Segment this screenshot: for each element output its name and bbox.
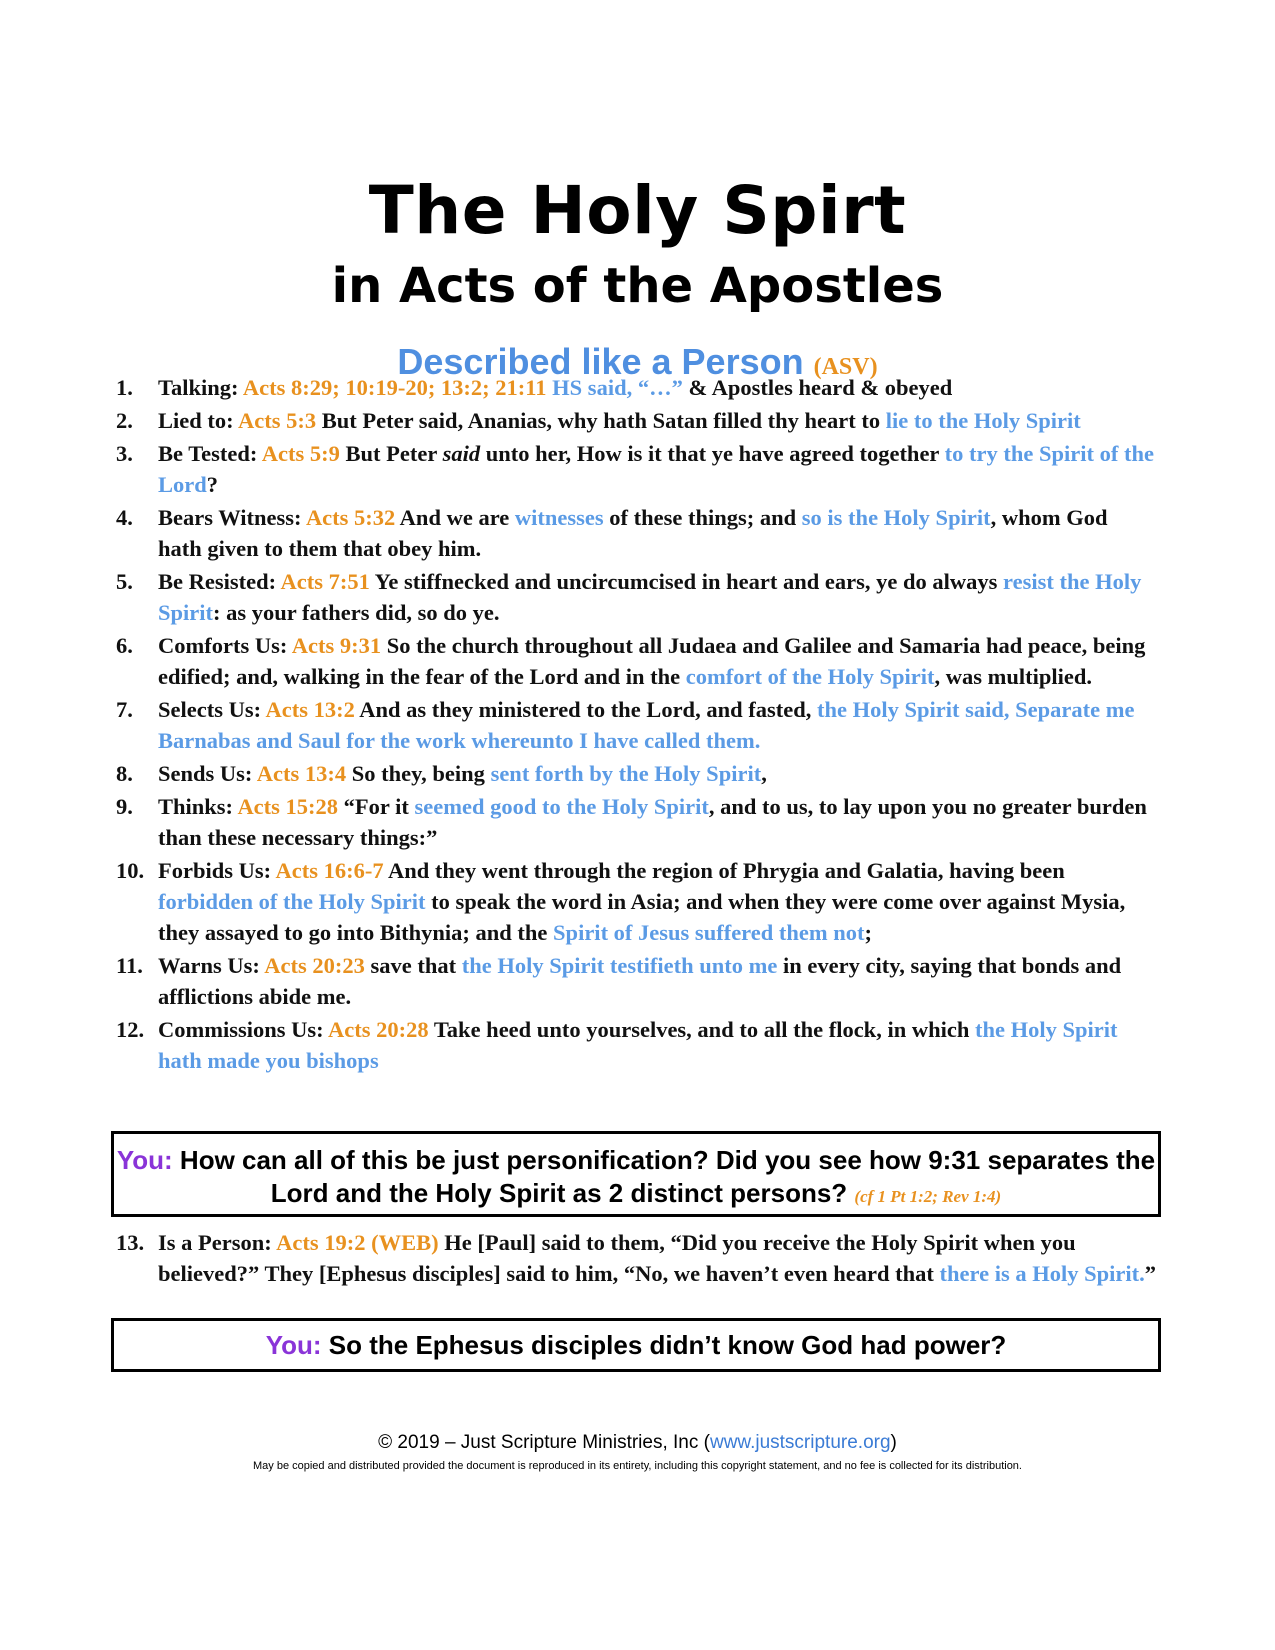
list-item bbox=[116, 566, 1156, 628]
highlighted-phrase: to try the Spirit of the Lord bbox=[158, 441, 1154, 497]
copyright-close: ) bbox=[890, 1432, 897, 1453]
question-callout-1 bbox=[111, 1131, 1161, 1217]
verse-text: Forbids Us: bbox=[158, 858, 276, 883]
scripture-reference: Acts 5:9 bbox=[261, 441, 340, 466]
item-text bbox=[158, 694, 1156, 756]
attributes-list bbox=[116, 372, 1156, 1078]
item-number: 2. bbox=[116, 408, 133, 433]
verse-text: ” bbox=[1144, 1261, 1156, 1286]
list-item bbox=[116, 1014, 1156, 1076]
verse-text: And we are bbox=[395, 505, 515, 530]
list-item bbox=[116, 758, 1156, 789]
you-label: You: bbox=[116, 1145, 173, 1175]
document-subtitle: in Acts of the Apostles bbox=[331, 258, 944, 314]
version-label: (ASV) bbox=[813, 354, 878, 380]
verse-text: Comforts Us: bbox=[158, 633, 292, 658]
item-text bbox=[158, 855, 1156, 948]
list-item bbox=[116, 502, 1156, 564]
item-number: 13. bbox=[116, 1230, 145, 1255]
scripture-reference: Acts 8:29; 10:19-20; 13:2; 21:11 bbox=[242, 375, 547, 400]
scripture-reference: Acts 20:28 bbox=[328, 1017, 429, 1042]
highlighted-phrase: so is the Holy Spirit bbox=[801, 505, 991, 530]
list-item bbox=[116, 630, 1156, 692]
item-number: 10. bbox=[116, 858, 145, 883]
list-item bbox=[116, 372, 1156, 403]
callout-question-text: So the Ephesus disciples didn’t know God had power? bbox=[321, 1330, 1007, 1360]
list-item bbox=[116, 694, 1156, 756]
verse-text: Selects Us: bbox=[158, 697, 266, 722]
item-number: 12. bbox=[116, 1017, 145, 1042]
verse-text: , bbox=[761, 761, 767, 786]
list-item bbox=[116, 855, 1156, 948]
item-text bbox=[158, 630, 1156, 692]
verse-text: “For it bbox=[338, 794, 415, 819]
scripture-reference: Acts 5:32 bbox=[305, 505, 396, 530]
scripture-reference: Acts 13:4 bbox=[256, 761, 347, 786]
verse-text: But Peter said, Ananias, why hath Satan filled thy heart to bbox=[316, 408, 886, 433]
verse-text: Be Tested: bbox=[158, 441, 262, 466]
verse-text: ? bbox=[206, 472, 219, 497]
verse-text: , whom God hath given to them that obey him. bbox=[158, 505, 1108, 561]
item-text bbox=[158, 1014, 1156, 1076]
highlighted-phrase: forbidden of the Holy Spirit bbox=[158, 889, 426, 914]
verse-text: of these things; and bbox=[603, 505, 802, 530]
list-item bbox=[116, 950, 1156, 1012]
section-heading-text: Described like a Person bbox=[397, 341, 804, 382]
item-number: 7. bbox=[116, 697, 133, 722]
highlighted-phrase: sent forth by the Holy Spirit bbox=[490, 761, 762, 786]
item-number: 8. bbox=[116, 761, 133, 786]
scripture-reference: Acts 5:3 bbox=[238, 408, 317, 433]
item-text bbox=[158, 950, 1156, 1012]
callout-question-text: How can all of this be just personification? Did you see how 9:31 separates the Lord and the Holy Spirit as 2 distinct persons? bbox=[172, 1145, 1156, 1208]
website-link[interactable]: www.justscripture.org bbox=[709, 1432, 891, 1453]
list-item bbox=[116, 1227, 1156, 1289]
copyright-line bbox=[0, 1432, 1275, 1454]
item-number: 6. bbox=[116, 633, 133, 658]
scripture-reference: Acts 13:2 bbox=[265, 697, 355, 722]
verse-text: Talking: bbox=[158, 375, 243, 400]
scripture-reference: Acts 16:6-7 bbox=[275, 858, 384, 883]
item-text bbox=[158, 372, 1156, 403]
item-text bbox=[158, 1227, 1156, 1289]
italic-word: said bbox=[442, 441, 481, 466]
highlighted-phrase: the Holy Spirit hath made you bishops bbox=[158, 1017, 1118, 1073]
verse-text: Lied to: bbox=[158, 408, 239, 433]
verse-text: So they, being bbox=[346, 761, 491, 786]
verse-text: But Peter bbox=[339, 441, 443, 466]
item-text bbox=[158, 566, 1156, 628]
verse-text: And as they ministered to the Lord, and fasted, bbox=[354, 697, 817, 722]
verse-text: : as your fathers did, so do ye. bbox=[213, 600, 500, 625]
highlighted-phrase: comfort of the Holy Spirit bbox=[685, 664, 935, 689]
highlighted-phrase: HS said, “…” bbox=[552, 375, 683, 400]
highlighted-phrase: resist the Holy Spirit bbox=[158, 569, 1142, 625]
highlighted-phrase: there is a Holy Spirit. bbox=[939, 1261, 1145, 1286]
highlighted-phrase: Spirit of Jesus suffered them not bbox=[553, 920, 865, 945]
highlighted-phrase: witnesses bbox=[514, 505, 604, 530]
verse-text: And they went through the region of Phrygia and Galatia, having been bbox=[383, 858, 1065, 883]
item-number: 9. bbox=[116, 794, 133, 819]
scripture-reference: Acts 15:28 bbox=[237, 794, 339, 819]
highlighted-phrase: seemed good to the Holy Spirit bbox=[414, 794, 709, 819]
verse-text: Sends Us: bbox=[158, 761, 257, 786]
verse-text: ; bbox=[864, 920, 872, 945]
verse-text: to speak the word in Asia; and when they were come over against Mysia, they assayed to go into Bithynia; and the bbox=[158, 889, 1126, 945]
list-item bbox=[116, 405, 1156, 436]
verse-text: So the church throughout all Judaea and Galilee and Samaria had peace, being edified; and, walking in the fear of the Lord and in the bbox=[158, 633, 1146, 689]
item-text bbox=[158, 758, 1156, 789]
item-number: 1. bbox=[116, 375, 133, 400]
item-number: 3. bbox=[116, 441, 133, 466]
verse-text: Be Resisted: bbox=[158, 569, 281, 594]
scripture-reference: Acts 9:31 bbox=[291, 633, 382, 658]
attributes-list-continued bbox=[116, 1227, 1156, 1291]
verse-text: Ye stiffnecked and uncircumcised in heart and ears, ye do always bbox=[369, 569, 1003, 594]
verse-text: He [Paul] said to them, “Did you receive the Holy Spirit when you believed?” They [Ephesus disciples] said to him, “No, we haven’t even heard that bbox=[158, 1230, 1076, 1286]
scripture-reference: Acts 19:2 (WEB) bbox=[276, 1230, 439, 1255]
item-number: 11. bbox=[116, 953, 143, 978]
list-item bbox=[116, 438, 1156, 500]
verse-text: Is a Person: bbox=[158, 1230, 277, 1255]
highlighted-phrase: the Holy Spirit testifieth unto me bbox=[461, 953, 778, 978]
item-text bbox=[158, 438, 1156, 500]
distribution-notice: May be copied and distributed provided the document is reproduced in its entirety, including this copyright statement, and no fee is collected for its distribution. bbox=[252, 1460, 1022, 1472]
cross-reference: (cf 1 Pt 1:2; Rev 1:4) bbox=[854, 1187, 1002, 1206]
verse-text: Commissions Us: bbox=[158, 1017, 329, 1042]
verse-text: unto her, How is it that ye have agreed together bbox=[480, 441, 945, 466]
verse-text: Take heed unto yourselves, and to all the flock, in which bbox=[428, 1017, 975, 1042]
item-text bbox=[158, 791, 1156, 853]
verse-text: in every city, saying that bonds and afflictions abide me. bbox=[158, 953, 1122, 1009]
scripture-reference: Acts 7:51 bbox=[280, 569, 370, 594]
verse-text: save that bbox=[364, 953, 462, 978]
verse-text: , was multiplied. bbox=[934, 664, 1092, 689]
document-title: The Holy Spirt bbox=[368, 172, 907, 249]
verse-text: Warns Us: bbox=[158, 953, 265, 978]
verse-text: , and to us, to lay upon you no greater burden than these necessary things:” bbox=[158, 794, 1147, 850]
verse-text: Bears Witness: bbox=[158, 505, 306, 530]
scripture-reference: Acts 20:23 bbox=[264, 953, 365, 978]
highlighted-phrase: the Holy Spirit said, Separate me Barnabas and Saul for the work whereunto I have called them. bbox=[158, 697, 1135, 753]
highlighted-phrase: lie to the Holy Spirit bbox=[885, 408, 1081, 433]
list-item bbox=[116, 791, 1156, 853]
question-callout-2 bbox=[111, 1318, 1161, 1372]
item-text bbox=[158, 405, 1156, 436]
you-label: You: bbox=[265, 1330, 322, 1360]
verse-text: Thinks: bbox=[158, 794, 238, 819]
item-number: 4. bbox=[116, 505, 133, 530]
item-number: 5. bbox=[116, 569, 133, 594]
item-text bbox=[158, 502, 1156, 564]
verse-text: & Apostles heard & obeyed bbox=[682, 375, 953, 400]
copyright-text: © 2019 – Just Scripture Ministries, Inc ( bbox=[378, 1432, 710, 1453]
